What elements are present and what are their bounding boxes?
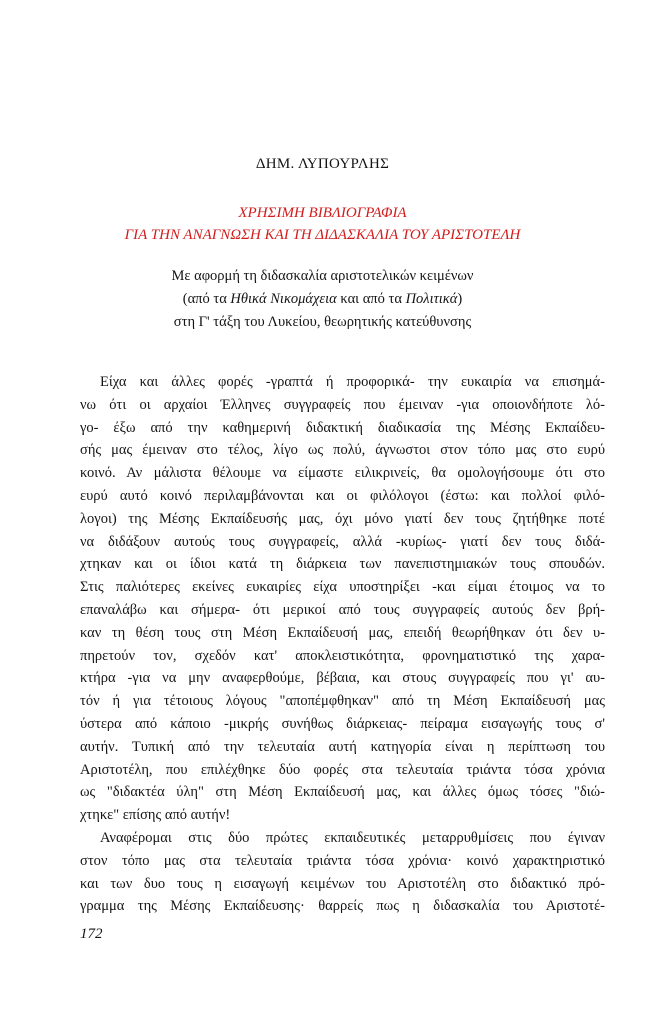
- page-number: 172: [80, 926, 103, 942]
- body-line: χτηκε" επίσης από αυτήν!: [80, 807, 231, 824]
- body-line: σής μας έμειναν στο τέλος, λίγο ως πολύ, άγνωστοι στον τόπο μας στο ευρύ: [80, 442, 605, 459]
- article-title-line-2: ΓΙΑ ΤΗΝ ΑΝΑΓΝΩΣΗ ΚΑΙ ΤΗ ΔΙΔΑΣΚΑΛΙΑ ΤΟΥ ΑΡΙΣΤΟΤΕΛΗ: [124, 227, 521, 243]
- body-line: χτηκαν και οι ίδιοι κατά τη διάρκεια των πανεπιστημιακών τους σπουδών.: [80, 556, 605, 573]
- body-line: καν τη θέση τους στη Μέση Εκπαίδευσή μας, επειδή θεωρήθηκαν ότι δεν υ-: [80, 624, 605, 641]
- body-line: Αριστοτέλη, που επιλέχθηκε δύο φορές στα τελευταία τριάντα τόσα χρόνια: [80, 761, 605, 778]
- author-name: ΔΗΜ. ΛΥΠΟΥΡΛΗΣ: [255, 156, 390, 172]
- body-line: πηρετούν τον, σχεδόν κατ' αποκλειστικότητα, φρονηματιστικό της χαρα-: [80, 647, 605, 664]
- body-line: και των δυο τους η εισαγωγή κειμένων του Αριστοτέλη στο διδακτικό πρό-: [80, 875, 605, 892]
- body-line: νω ότι οι αρχαίοι Έλληνες συγγραφείς που έμειναν -για οποιονδήποτε λό-: [80, 396, 605, 413]
- subtitle-line-2-pre: (από τα: [182, 291, 231, 307]
- subtitle-line-2-post: ): [457, 291, 463, 307]
- body-text: [80, 371, 605, 918]
- body-line: αυτήν. Τυπική από την τελευταία αυτή κατηγορία είναι η περίπτωση του: [80, 738, 605, 755]
- subtitle-line-1: Με αφορμή τη διδασκαλία αριστοτελικών κειμένων: [171, 268, 474, 284]
- body-line: επαναλάβω και σήμερα- ότι μερικοί από τους συγγραφείς αυτούς δεν βρή-: [80, 601, 605, 618]
- subtitle-line-2: [0, 291, 645, 308]
- body-line: κτήρα -για να μην αναφερθούμε, βέβαια, και στους συγγραφείς που γι' αυ-: [80, 670, 605, 687]
- article-title-line-1: ΧΡΗΣΙΜΗ ΒΙΒΛΙΟΓΡΑΦΙΑ: [238, 205, 407, 221]
- body-line: στον τόπο μας στα τελευταία τριάντα τόσα χρόνια· κοινό χαρακτηριστικό: [80, 852, 605, 869]
- body-line: ευρύ αυτό κοινό περιλαμβάνονται και οι φιλόλογοι (έστω: και πολλοί φιλό-: [80, 487, 605, 504]
- subtitle-line-3: στη Γ' τάξη του Λυκείου, θεωρητικής κατεύθυνσης: [173, 314, 472, 330]
- subtitle-work-title-2: Πολιτικά: [405, 291, 458, 307]
- body-line: τόν ή για τέτοιους λόγους "αποπέμφθηκαν" από τη Μέση Εκπαίδευσή μας: [80, 693, 605, 710]
- body-line: γραμμα της Μέσης Εκπαίδευσης· θαρρείς πως η διδασκαλία του Αριστοτέ-: [80, 898, 605, 915]
- body-line: Αναφέρομαι στις δύο πρώτες εκπαιδευτικές μεταρρυθμίσεις που έγιναν: [100, 829, 605, 846]
- body-line: γο- έξω από την καθημερινή διδακτική διαδικασία της Μέσης Εκπαίδευ-: [80, 419, 605, 436]
- subtitle-work-title-1: Ηθικά Νικομάχεια: [230, 291, 337, 307]
- body-line: ως "διδακτέα ύλη" στη Μέση Εκπαίδευσή μας, και άλλες όμως τόσες "διώ-: [80, 784, 605, 801]
- body-line: κοινό. Αν μάλιστα θέλουμε να είμαστε ειλικρινείς, θα ομολογήσουμε ότι στο: [80, 465, 605, 482]
- subtitle-line-2-mid: και από τα: [336, 291, 406, 307]
- body-line: να διδάξουν αυτούς τους συγγραφείς, αλλά -κυρίως- γιατί δεν τους διδά-: [80, 533, 605, 550]
- body-line: Στις παλιότερες εκείνες ευκαιρίες είχα υποστηρίξει -και είμαι έτοιμος να το: [80, 579, 605, 596]
- body-line: ύστερα από κάποιο -μικρής συνήθως διάρκειας- πείραμα εισαγωγής τους σ': [80, 715, 605, 732]
- body-line: λογοι) της Μέσης Εκπαίδευσής μας, όχι μόνο γιατί δεν τους ζητήθηκε ποτέ: [80, 510, 605, 527]
- body-line: Είχα και άλλες φορές -γραπτά ή προφορικά- την ευκαιρία να επισημά-: [100, 374, 605, 390]
